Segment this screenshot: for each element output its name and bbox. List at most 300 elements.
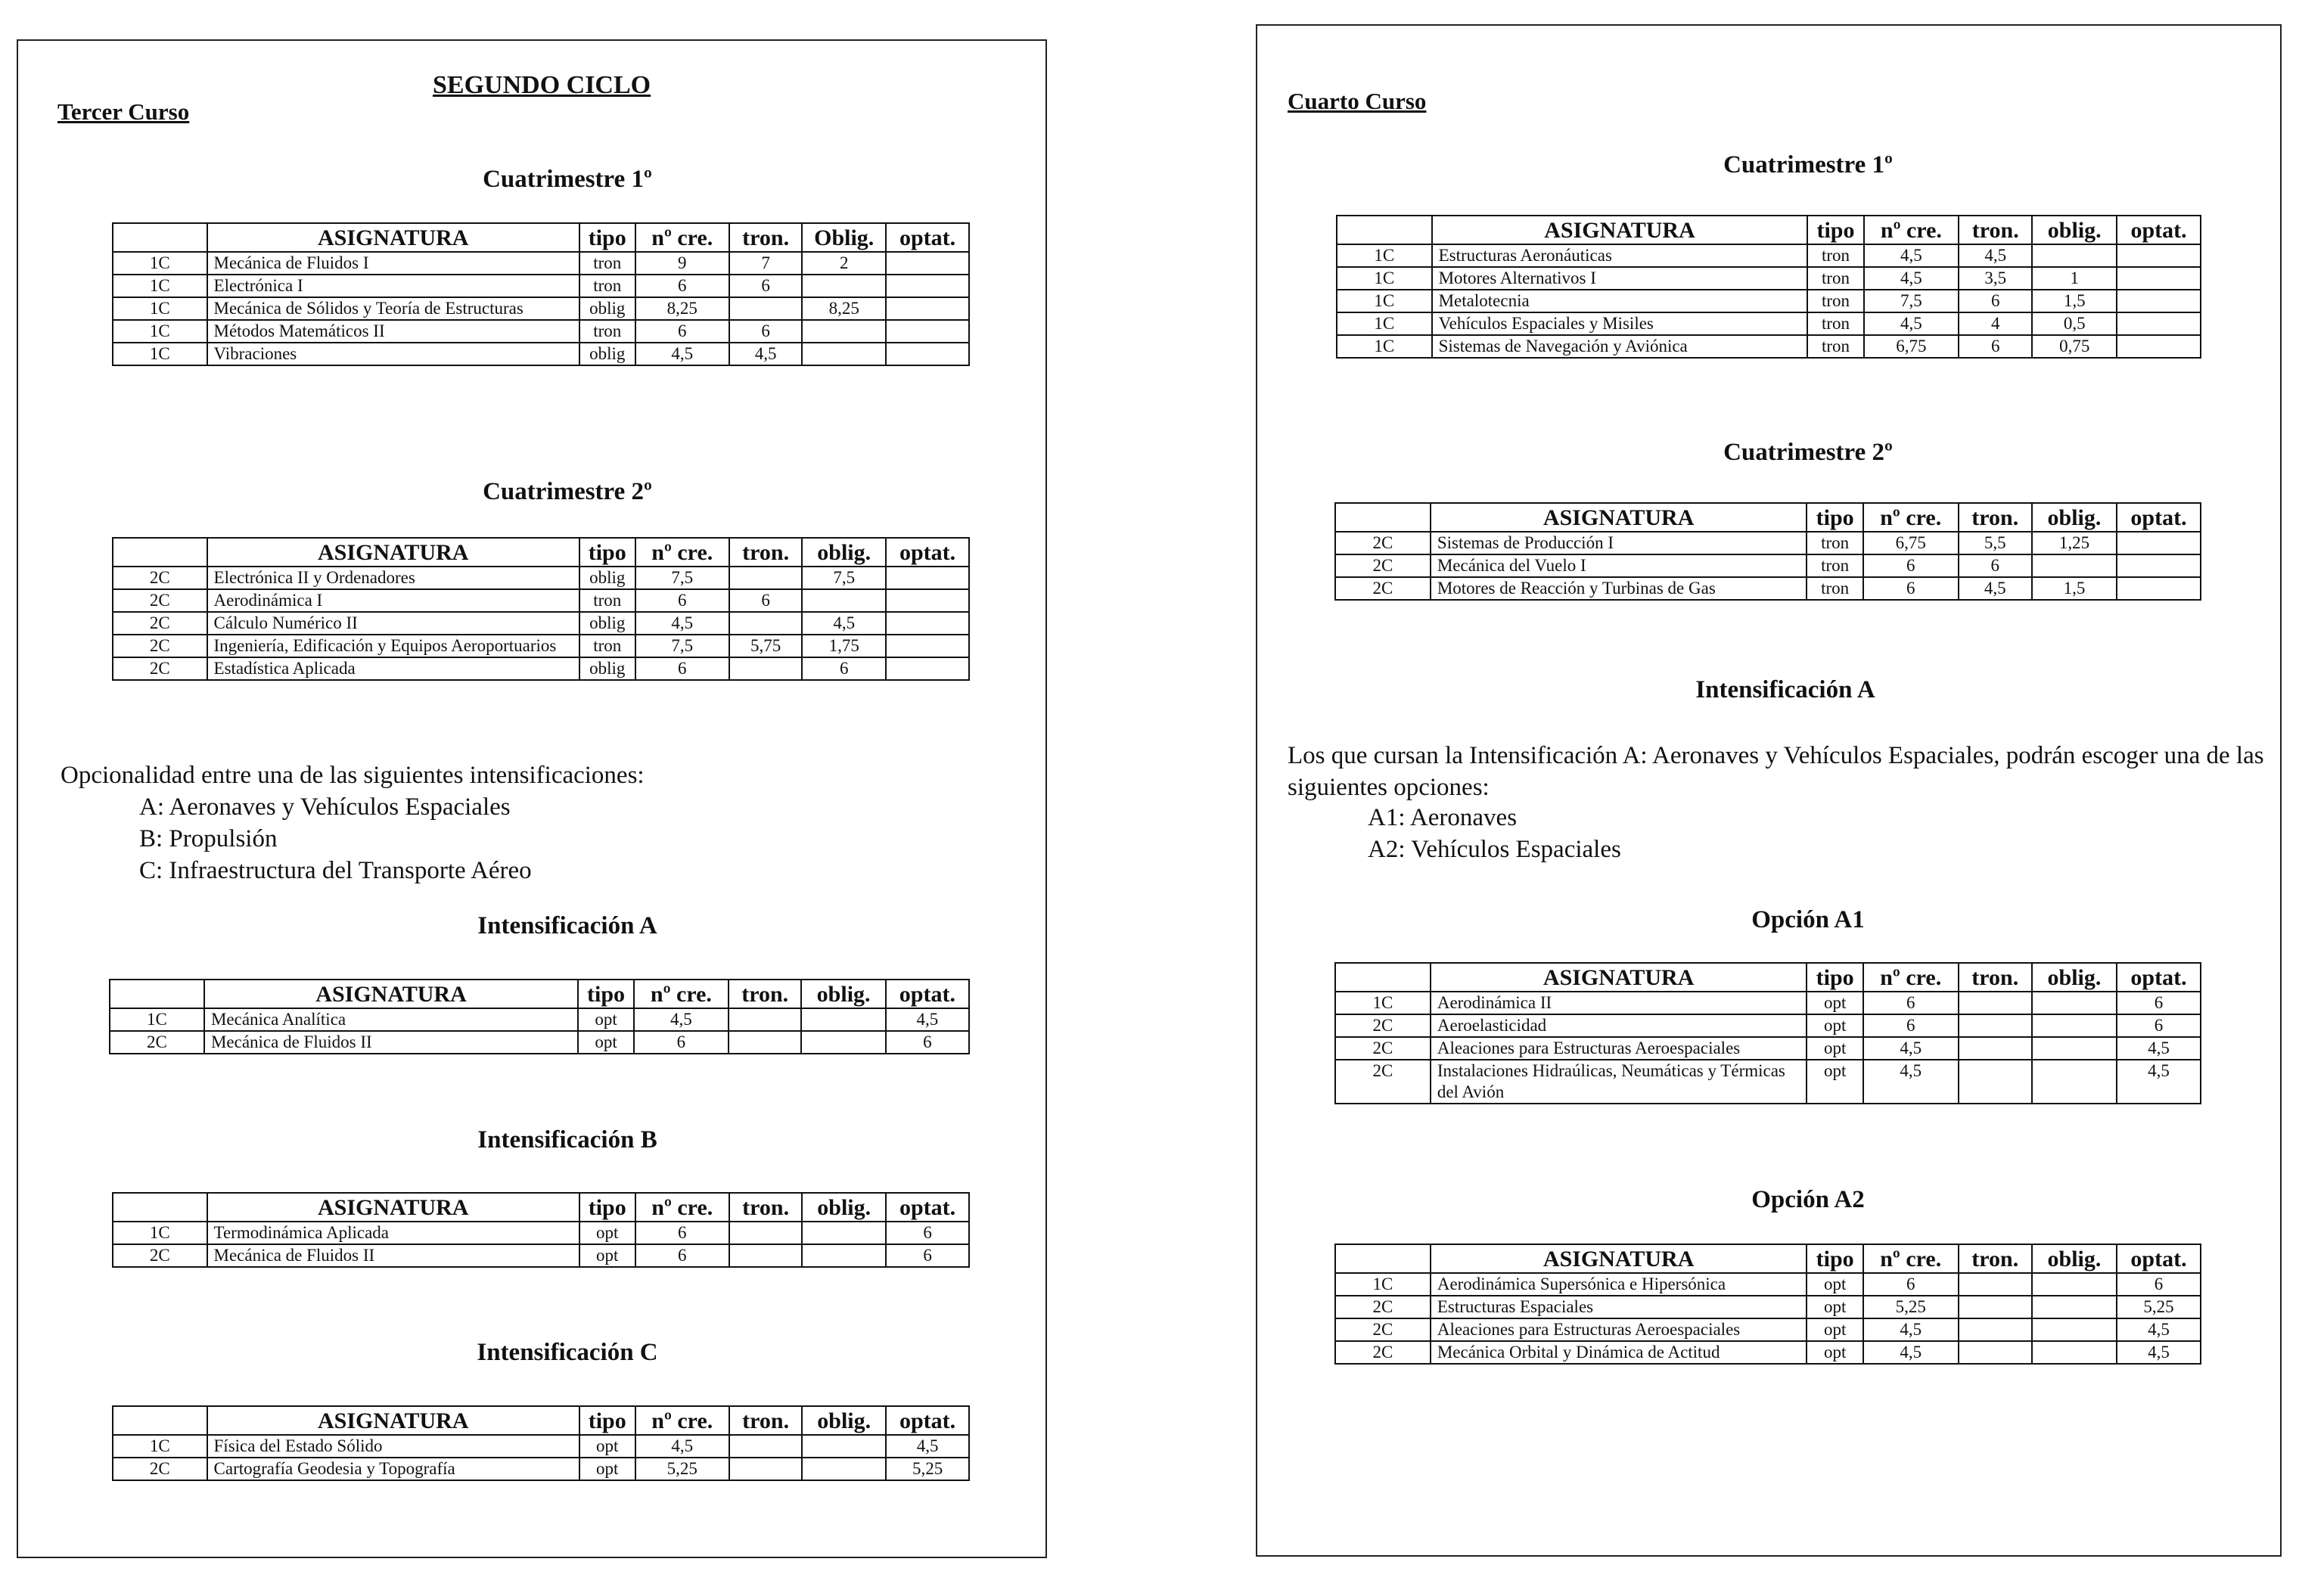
tron-cell: 7 bbox=[729, 252, 802, 275]
tipo-cell: tron bbox=[579, 589, 635, 612]
column-header-tipo: tipo bbox=[1807, 503, 1863, 532]
tron-cell: 6 bbox=[729, 320, 802, 343]
column-header-code bbox=[1337, 216, 1432, 244]
cuatrimestre-1-table bbox=[112, 222, 970, 366]
intensificacion-b-heading: Intensificación B bbox=[477, 1126, 657, 1154]
tron-cell: 5,75 bbox=[729, 635, 802, 657]
creditos-cell: 6 bbox=[635, 657, 730, 680]
asignatura-cell: Aeroelasticidad bbox=[1431, 1014, 1807, 1037]
column-header-asignatura: ASIGNATURA bbox=[207, 223, 579, 252]
tron-cell bbox=[729, 657, 802, 680]
column-header-oblig: oblig. bbox=[2032, 963, 2117, 992]
column-header-tipo: tipo bbox=[1807, 216, 1863, 244]
column-header-code bbox=[110, 980, 204, 1008]
optat-cell: 4,5 bbox=[2117, 1060, 2201, 1104]
tron-cell bbox=[1959, 1341, 2032, 1364]
creditos-cell: 6,75 bbox=[1863, 532, 1959, 554]
column-header-creditos: nº cre. bbox=[1863, 963, 1959, 992]
creditos-cell: 4,5 bbox=[1864, 267, 1959, 290]
column-header-asignatura: ASIGNATURA bbox=[207, 1406, 579, 1435]
column-header-creditos: nº cre. bbox=[1863, 503, 1959, 532]
table-row bbox=[1335, 1273, 2201, 1296]
tipo-cell: tron bbox=[1807, 244, 1863, 267]
creditos-cell: 7,5 bbox=[635, 635, 730, 657]
tipo-cell: tron bbox=[1807, 577, 1863, 600]
creditos-cell: 4,5 bbox=[1863, 1341, 1959, 1364]
oblig-cell bbox=[801, 1031, 885, 1054]
intensificacion-b-table bbox=[112, 1192, 970, 1268]
asignatura-cell: Aleaciones para Estructuras Aeroespaciales bbox=[1431, 1318, 1807, 1341]
table-row bbox=[1335, 1014, 2201, 1037]
optat-cell bbox=[886, 343, 969, 365]
table-row bbox=[110, 1008, 969, 1031]
table-row bbox=[113, 275, 969, 297]
oblig-cell bbox=[802, 320, 886, 343]
tron-cell bbox=[1959, 1296, 2032, 1318]
table-row bbox=[1335, 992, 2201, 1014]
table-row bbox=[110, 1031, 969, 1054]
tipo-cell: oblig bbox=[579, 567, 635, 589]
oblig-cell: 6 bbox=[802, 657, 886, 680]
asignatura-cell: Mecánica del Vuelo I bbox=[1431, 554, 1807, 577]
column-header-creditos: nº cre. bbox=[634, 980, 729, 1008]
column-header-oblig: oblig. bbox=[2032, 216, 2117, 244]
tron-cell bbox=[1959, 1014, 2032, 1037]
intensificacion-c-table bbox=[112, 1405, 970, 1481]
optat-cell bbox=[886, 635, 969, 657]
creditos-cell: 5,25 bbox=[1863, 1296, 1959, 1318]
creditos-cell: 8,25 bbox=[635, 297, 730, 320]
oblig-cell bbox=[2032, 1014, 2117, 1037]
optat-cell: 5,25 bbox=[886, 1458, 969, 1480]
column-header-oblig: oblig. bbox=[802, 538, 886, 567]
column-header-asignatura: ASIGNATURA bbox=[207, 538, 579, 567]
tipo-cell: tron bbox=[579, 320, 635, 343]
creditos-cell: 4,5 bbox=[1863, 1318, 1959, 1341]
optat-cell bbox=[2117, 312, 2201, 335]
tron-cell: 3,5 bbox=[1959, 267, 2032, 290]
code-cell: 2C bbox=[1335, 1060, 1431, 1104]
oblig-cell bbox=[2032, 992, 2117, 1014]
code-cell: 2C bbox=[1335, 577, 1431, 600]
intensificacion-a-intro: Los que cursan la Intensificación A: Aeronaves y Vehículos Espaciales, podrán escoger una de las siguientes opciones: bbox=[1288, 742, 2264, 801]
creditos-cell: 4,5 bbox=[1864, 244, 1959, 267]
column-header-code bbox=[1335, 1244, 1431, 1273]
column-header-tipo: tipo bbox=[1807, 1244, 1863, 1273]
code-cell: 1C bbox=[1337, 244, 1432, 267]
asignatura-cell: Instalaciones Hidraúlicas, Neumáticas y Térmicas del Avión bbox=[1431, 1060, 1807, 1104]
asignatura-cell: Electrónica I bbox=[207, 275, 579, 297]
opcion-a2-table bbox=[1334, 1244, 2201, 1365]
oblig-cell: 7,5 bbox=[802, 567, 886, 589]
tron-cell bbox=[729, 1008, 802, 1031]
tipo-cell: opt bbox=[578, 1008, 634, 1031]
creditos-cell: 5,25 bbox=[635, 1458, 730, 1480]
column-header-asignatura: ASIGNATURA bbox=[204, 980, 578, 1008]
optat-cell: 4,5 bbox=[2117, 1318, 2201, 1341]
oblig-cell: 2 bbox=[802, 252, 886, 275]
creditos-cell: 4,5 bbox=[635, 1435, 730, 1458]
creditos-cell: 4,5 bbox=[634, 1008, 729, 1031]
opcion-a2-item: A2: Vehículos Espaciales bbox=[1368, 836, 1621, 863]
intensificacion-a-heading: Intensificación A bbox=[477, 912, 657, 939]
oblig-cell bbox=[802, 343, 886, 365]
table-header-row bbox=[113, 1406, 969, 1435]
optat-cell bbox=[886, 567, 969, 589]
opcionalidad-intro: Opcionalidad entre una de las siguientes intensificaciones: bbox=[61, 762, 645, 789]
table-row bbox=[113, 657, 969, 680]
tron-cell bbox=[729, 1458, 802, 1480]
tipo-cell: tron bbox=[579, 635, 635, 657]
column-header-tron: tron. bbox=[729, 980, 802, 1008]
optat-cell bbox=[2117, 290, 2201, 312]
table-row bbox=[1335, 1037, 2201, 1060]
column-header-tron: tron. bbox=[729, 538, 802, 567]
code-cell: 1C bbox=[113, 275, 207, 297]
code-cell: 1C bbox=[113, 252, 207, 275]
column-header-tron: tron. bbox=[729, 1406, 802, 1435]
cuatrimestre-2-table bbox=[112, 537, 970, 681]
column-header-asignatura: ASIGNATURA bbox=[1431, 503, 1807, 532]
opcionalidad-item-c: C: Infraestructura del Transporte Aéreo bbox=[139, 857, 532, 884]
column-header-asignatura: ASIGNATURA bbox=[207, 1193, 579, 1222]
tron-cell: 4,5 bbox=[1959, 244, 2032, 267]
table-row bbox=[113, 1458, 969, 1480]
column-header-optat: optat. bbox=[2117, 503, 2201, 532]
asignatura-cell: Aerodinámica I bbox=[207, 589, 579, 612]
tron-cell bbox=[729, 1222, 802, 1244]
optat-cell bbox=[886, 589, 969, 612]
cuatrimestre-2-heading: Cuatrimestre 2º bbox=[483, 478, 652, 505]
code-cell: 2C bbox=[1335, 1341, 1431, 1364]
tron-cell bbox=[729, 1435, 802, 1458]
column-header-optat: optat. bbox=[886, 980, 969, 1008]
column-header-optat: optat. bbox=[2117, 1244, 2201, 1273]
tron-cell: 4,5 bbox=[1959, 577, 2032, 600]
creditos-cell: 6 bbox=[1863, 1273, 1959, 1296]
tipo-cell: opt bbox=[1807, 1060, 1863, 1104]
cuatrimestre-2-table bbox=[1334, 502, 2201, 601]
oblig-cell bbox=[2032, 1060, 2117, 1104]
intensificacion-a-table bbox=[109, 979, 970, 1054]
creditos-cell: 6 bbox=[1863, 554, 1959, 577]
tron-cell bbox=[729, 612, 802, 635]
table-row bbox=[113, 297, 969, 320]
table-row bbox=[113, 612, 969, 635]
tipo-cell: opt bbox=[579, 1222, 635, 1244]
creditos-cell: 7,5 bbox=[1864, 290, 1959, 312]
tron-cell bbox=[729, 1031, 802, 1054]
column-header-optat: optat. bbox=[886, 223, 969, 252]
asignatura-cell: Motores Alternativos I bbox=[1432, 267, 1808, 290]
left-page bbox=[17, 39, 1047, 1558]
optat-cell bbox=[886, 612, 969, 635]
asignatura-cell: Aerodinámica II bbox=[1431, 992, 1807, 1014]
table-row bbox=[1335, 1341, 2201, 1364]
column-header-tron: tron. bbox=[1959, 963, 2032, 992]
optat-cell bbox=[2117, 335, 2201, 358]
oblig-cell bbox=[801, 1008, 885, 1031]
creditos-cell: 6 bbox=[1863, 577, 1959, 600]
tron-cell: 5,5 bbox=[1959, 532, 2032, 554]
tipo-cell: opt bbox=[1807, 1296, 1863, 1318]
oblig-cell: 1,75 bbox=[802, 635, 886, 657]
tron-cell: 4,5 bbox=[729, 343, 802, 365]
optat-cell: 4,5 bbox=[2117, 1341, 2201, 1364]
tron-cell: 4 bbox=[1959, 312, 2032, 335]
code-cell: 2C bbox=[1335, 1037, 1431, 1060]
optat-cell bbox=[886, 297, 969, 320]
table-row bbox=[1337, 244, 2201, 267]
column-header-asignatura: ASIGNATURA bbox=[1432, 216, 1808, 244]
table-row bbox=[1335, 1318, 2201, 1341]
tron-cell: 6 bbox=[1959, 554, 2032, 577]
code-cell: 1C bbox=[1337, 335, 1432, 358]
tipo-cell: opt bbox=[1807, 1341, 1863, 1364]
tipo-cell: tron bbox=[1807, 335, 1863, 358]
table-header-row bbox=[1337, 216, 2201, 244]
asignatura-cell: Metalotecnia bbox=[1432, 290, 1808, 312]
tipo-cell: tron bbox=[1807, 312, 1863, 335]
oblig-cell: 0,75 bbox=[2032, 335, 2117, 358]
table-row bbox=[113, 589, 969, 612]
oblig-cell: 0,5 bbox=[2032, 312, 2117, 335]
cuatrimestre-2-heading: Cuatrimestre 2º bbox=[1723, 439, 1893, 466]
column-header-tron: tron. bbox=[729, 223, 802, 252]
column-header-code bbox=[113, 1193, 207, 1222]
asignatura-cell: Mecánica de Sólidos y Teoría de Estructuras bbox=[207, 297, 579, 320]
column-header-optat: optat. bbox=[2117, 216, 2201, 244]
table-row bbox=[113, 1244, 969, 1267]
tipo-cell: opt bbox=[1807, 1037, 1863, 1060]
curso-title: Cuarto Curso bbox=[1288, 88, 1427, 114]
asignatura-cell: Mecánica de Fluidos I bbox=[207, 252, 579, 275]
optat-cell bbox=[2117, 554, 2201, 577]
code-cell: 2C bbox=[1335, 1014, 1431, 1037]
code-cell: 1C bbox=[1337, 290, 1432, 312]
column-header-tipo: tipo bbox=[578, 980, 634, 1008]
tron-cell bbox=[729, 297, 802, 320]
table-row bbox=[113, 343, 969, 365]
creditos-cell: 6 bbox=[635, 589, 730, 612]
column-header-tipo: tipo bbox=[1807, 963, 1863, 992]
column-header-creditos: nº cre. bbox=[1864, 216, 1959, 244]
column-header-creditos: nº cre. bbox=[635, 1406, 730, 1435]
tipo-cell: oblig bbox=[579, 297, 635, 320]
asignatura-cell: Termodinámica Aplicada bbox=[207, 1222, 579, 1244]
optat-cell: 6 bbox=[2117, 1014, 2201, 1037]
asignatura-cell: Motores de Reacción y Turbinas de Gas bbox=[1431, 577, 1807, 600]
creditos-cell: 4,5 bbox=[1863, 1060, 1959, 1104]
asignatura-cell: Vehículos Espaciales y Misiles bbox=[1432, 312, 1808, 335]
code-cell: 2C bbox=[113, 567, 207, 589]
table-header-row bbox=[113, 223, 969, 252]
table-row bbox=[113, 252, 969, 275]
tron-cell: 6 bbox=[729, 589, 802, 612]
oblig-cell bbox=[2032, 1273, 2117, 1296]
intensificacion-a-heading: Intensificación A bbox=[1695, 676, 1875, 703]
code-cell: 2C bbox=[113, 612, 207, 635]
asignatura-cell: Cartografía Geodesia y Topografía bbox=[207, 1458, 579, 1480]
optat-cell: 6 bbox=[886, 1031, 969, 1054]
asignatura-cell: Vibraciones bbox=[207, 343, 579, 365]
code-cell: 2C bbox=[1335, 1318, 1431, 1341]
table-header-row bbox=[110, 980, 969, 1008]
oblig-cell bbox=[2032, 554, 2117, 577]
optat-cell bbox=[886, 275, 969, 297]
intensificacion-c-heading: Intensificación C bbox=[477, 1339, 658, 1366]
optat-cell: 6 bbox=[2117, 992, 2201, 1014]
creditos-cell: 9 bbox=[635, 252, 730, 275]
oblig-cell: 4,5 bbox=[802, 612, 886, 635]
cuatrimestre-1-heading: Cuatrimestre 1º bbox=[1723, 151, 1893, 179]
column-header-oblig: oblig. bbox=[802, 1406, 886, 1435]
column-header-code bbox=[113, 1406, 207, 1435]
table-header-row bbox=[113, 1193, 969, 1222]
table-row bbox=[113, 567, 969, 589]
code-cell: 2C bbox=[113, 589, 207, 612]
opcionalidad-item-a: A: Aeronaves y Vehículos Espaciales bbox=[139, 793, 511, 821]
oblig-cell bbox=[802, 589, 886, 612]
tipo-cell: opt bbox=[1807, 1014, 1863, 1037]
optat-cell bbox=[886, 657, 969, 680]
asignatura-cell: Mecánica de Fluidos II bbox=[207, 1244, 579, 1267]
asignatura-cell: Estructuras Espaciales bbox=[1431, 1296, 1807, 1318]
opcion-a1-item: A1: Aeronaves bbox=[1368, 804, 1518, 831]
tipo-cell: tron bbox=[1807, 290, 1863, 312]
creditos-cell: 7,5 bbox=[635, 567, 730, 589]
oblig-cell: 1,5 bbox=[2032, 290, 2117, 312]
asignatura-cell: Estadística Aplicada bbox=[207, 657, 579, 680]
tipo-cell: oblig bbox=[579, 657, 635, 680]
right-page bbox=[1256, 24, 2282, 1557]
asignatura-cell: Estructuras Aeronáuticas bbox=[1432, 244, 1808, 267]
creditos-cell: 6 bbox=[1863, 992, 1959, 1014]
table-row bbox=[1337, 267, 2201, 290]
tron-cell bbox=[1959, 1037, 2032, 1060]
optat-cell bbox=[886, 320, 969, 343]
tron-cell bbox=[1959, 1318, 2032, 1341]
oblig-cell bbox=[2032, 1296, 2117, 1318]
column-header-code bbox=[1335, 963, 1431, 992]
oblig-cell bbox=[2032, 1037, 2117, 1060]
tipo-cell: opt bbox=[1807, 992, 1863, 1014]
asignatura-cell: Electrónica II y Ordenadores bbox=[207, 567, 579, 589]
creditos-cell: 6 bbox=[635, 1222, 730, 1244]
tron-cell bbox=[1959, 1273, 2032, 1296]
column-header-tron: tron. bbox=[1959, 503, 2032, 532]
creditos-cell: 4,5 bbox=[635, 612, 730, 635]
optat-cell bbox=[886, 252, 969, 275]
tron-cell: 6 bbox=[729, 275, 802, 297]
optat-cell bbox=[2117, 244, 2201, 267]
table-row bbox=[113, 1222, 969, 1244]
code-cell: 1C bbox=[113, 320, 207, 343]
asignatura-cell: Aerodinámica Supersónica e Hipersónica bbox=[1431, 1273, 1807, 1296]
column-header-code bbox=[113, 538, 207, 567]
opcion-a1-heading: Opción A1 bbox=[1751, 906, 1865, 933]
code-cell: 2C bbox=[113, 1458, 207, 1480]
column-header-oblig: oblig. bbox=[2032, 503, 2117, 532]
asignatura-cell: Mecánica de Fluidos II bbox=[204, 1031, 578, 1054]
column-header-tipo: tipo bbox=[579, 223, 635, 252]
tipo-cell: tron bbox=[1807, 267, 1863, 290]
oblig-cell: 1,25 bbox=[2032, 532, 2117, 554]
asignatura-cell: Sistemas de Producción I bbox=[1431, 532, 1807, 554]
asignatura-cell: Mecánica Analítica bbox=[204, 1008, 578, 1031]
column-header-optat: optat. bbox=[886, 538, 969, 567]
oblig-cell: 1,5 bbox=[2032, 577, 2117, 600]
code-cell: 2C bbox=[110, 1031, 204, 1054]
asignatura-cell: Aleaciones para Estructuras Aeroespaciales bbox=[1431, 1037, 1807, 1060]
code-cell: 1C bbox=[110, 1008, 204, 1031]
creditos-cell: 4,5 bbox=[1864, 312, 1959, 335]
oblig-cell bbox=[802, 275, 886, 297]
optat-cell: 5,25 bbox=[2117, 1296, 2201, 1318]
tron-cell bbox=[1959, 1060, 2032, 1104]
tipo-cell: opt bbox=[579, 1458, 635, 1480]
oblig-cell bbox=[2032, 244, 2117, 267]
code-cell: 1C bbox=[113, 1222, 207, 1244]
asignatura-cell: Física del Estado Sólido bbox=[207, 1435, 579, 1458]
creditos-cell: 6 bbox=[635, 320, 730, 343]
table-row bbox=[1335, 577, 2201, 600]
column-header-creditos: nº cre. bbox=[635, 538, 730, 567]
table-header-row bbox=[1335, 1244, 2201, 1273]
code-cell: 1C bbox=[113, 343, 207, 365]
cuatrimestre-1-table bbox=[1336, 215, 2201, 359]
column-header-code bbox=[113, 223, 207, 252]
column-header-tron: tron. bbox=[729, 1193, 802, 1222]
oblig-cell: 8,25 bbox=[802, 297, 886, 320]
code-cell: 2C bbox=[113, 1244, 207, 1267]
column-header-creditos: nº cre. bbox=[635, 223, 730, 252]
column-header-asignatura: ASIGNATURA bbox=[1431, 963, 1807, 992]
code-cell: 1C bbox=[113, 1435, 207, 1458]
tipo-cell: oblig bbox=[579, 612, 635, 635]
column-header-optat: optat. bbox=[886, 1406, 969, 1435]
table-row bbox=[1337, 290, 2201, 312]
column-header-optat: optat. bbox=[886, 1193, 969, 1222]
oblig-cell bbox=[802, 1435, 886, 1458]
table-row bbox=[1337, 335, 2201, 358]
column-header-code bbox=[1335, 503, 1431, 532]
table-row bbox=[1335, 1296, 2201, 1318]
tron-cell: 6 bbox=[1959, 335, 2032, 358]
code-cell: 1C bbox=[1335, 1273, 1431, 1296]
tipo-cell: oblig bbox=[579, 343, 635, 365]
creditos-cell: 6 bbox=[634, 1031, 729, 1054]
tipo-cell: tron bbox=[1807, 554, 1863, 577]
column-header-oblig: oblig. bbox=[802, 1193, 886, 1222]
table-row bbox=[1335, 532, 2201, 554]
table-row bbox=[1335, 554, 2201, 577]
oblig-cell bbox=[802, 1222, 886, 1244]
tipo-cell: opt bbox=[1807, 1273, 1863, 1296]
tipo-cell: tron bbox=[579, 252, 635, 275]
creditos-cell: 6 bbox=[635, 275, 730, 297]
asignatura-cell: Ingeniería, Edificación y Equipos Aeroportuarios bbox=[207, 635, 579, 657]
tron-cell bbox=[1959, 992, 2032, 1014]
creditos-cell: 6 bbox=[635, 1244, 730, 1267]
column-header-oblig: Oblig. bbox=[802, 223, 886, 252]
asignatura-cell: Sistemas de Navegación y Aviónica bbox=[1432, 335, 1808, 358]
optat-cell: 4,5 bbox=[886, 1435, 969, 1458]
code-cell: 2C bbox=[113, 657, 207, 680]
table-row bbox=[113, 320, 969, 343]
column-header-creditos: nº cre. bbox=[635, 1193, 730, 1222]
tipo-cell: opt bbox=[578, 1031, 634, 1054]
